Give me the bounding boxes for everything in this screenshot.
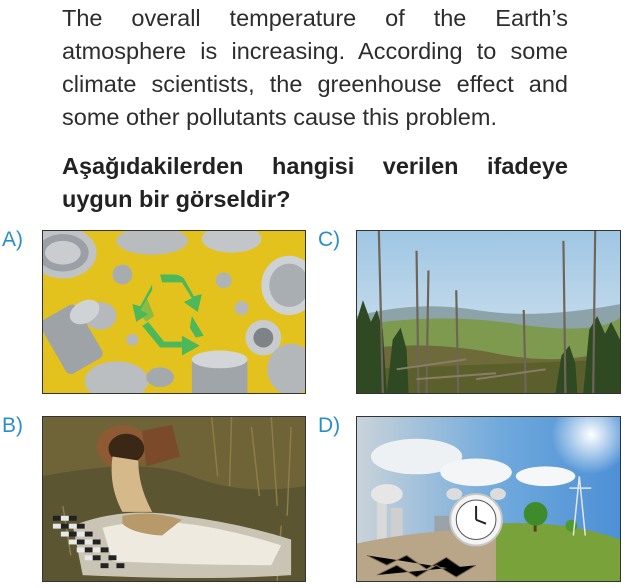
option-c-image-deforestation[interactable] (356, 230, 621, 394)
option-a-image-recycling-cans[interactable] (42, 230, 306, 394)
deforestation-illustration (357, 231, 620, 393)
option-d-label[interactable]: D) (318, 414, 341, 437)
passage-text: The overall temperature of the Earth’s atmosphere is increasing. According to some climate scientists, the greenhouse effect and some other pollutants cause this problem. (62, 5, 568, 130)
option-a-label[interactable]: A) (2, 228, 23, 251)
question-text: Aşağıdakilerden hangisi verilen ifadeye uygun bir görseldir? (62, 153, 568, 212)
option-d-image-climate-clock[interactable] (356, 416, 621, 582)
climate-change-clock-illustration (357, 417, 620, 581)
option-b-label[interactable]: B) (2, 414, 23, 437)
option-b-image-polluted-water-pipe[interactable] (42, 416, 306, 582)
recycling-cans-illustration (43, 231, 305, 393)
option-c-label[interactable]: C) (318, 228, 341, 251)
polluted-water-illustration (43, 417, 305, 581)
